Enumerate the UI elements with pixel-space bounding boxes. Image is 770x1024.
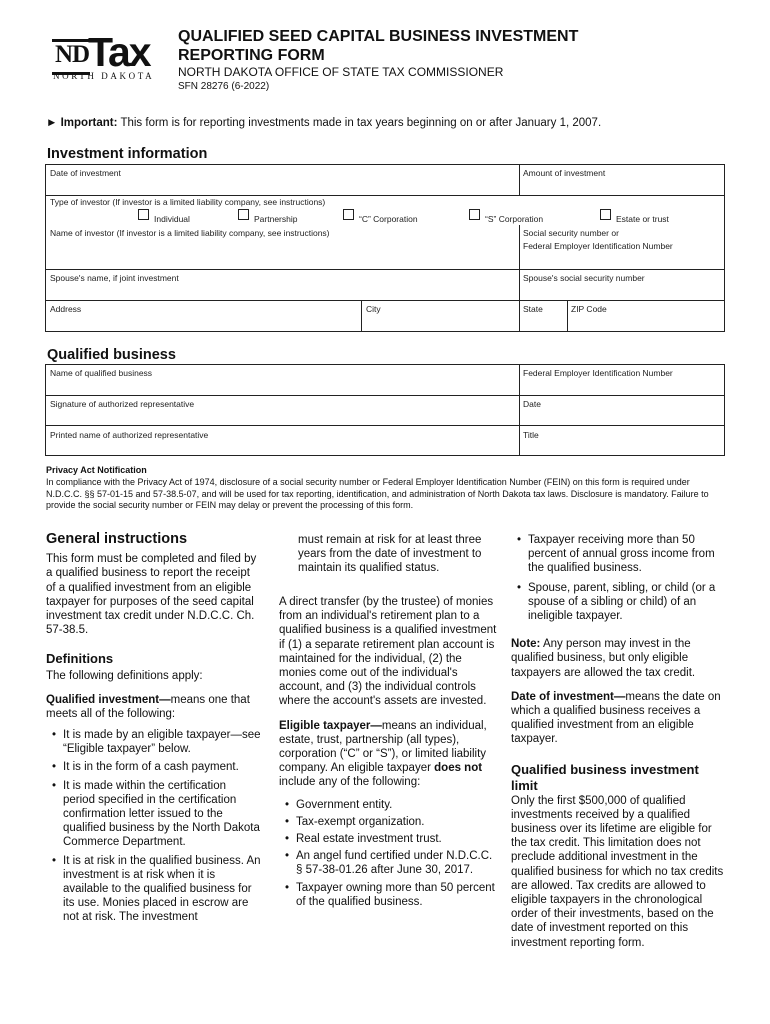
nd-tax-logo (52, 29, 155, 82)
qualified-investment-definition (46, 693, 261, 721)
list-item: • It is made within the certification period specified in the certification confirmation letter issued to the qualified business by the North Dakota Commerce Department. (46, 779, 261, 850)
fein-label: Federal Employer Identification Number (523, 368, 673, 378)
c-corporation-option-label: “C” Corporation (359, 214, 418, 224)
signature-date-label: Date (523, 399, 541, 409)
col-divider (361, 300, 362, 331)
office-name: NORTH DAKOTA OFFICE OF STATE TAX COMMISSIONER (178, 65, 504, 79)
spouse-ssn-label: Spouse's social security number (523, 273, 645, 283)
signature-label: Signature of authorized representative (50, 399, 195, 409)
list-item: • Tax-exempt organization. (279, 815, 499, 829)
definitions-title: Definitions (46, 651, 114, 667)
zip-code-label: ZIP Code (571, 304, 607, 314)
type-of-investor-label: Type of investor (If investor is a limited liability company, see instructions) (50, 197, 326, 207)
logo-state-text: NORTH DAKOTA (53, 71, 155, 81)
general-instructions-title: General instructions (46, 531, 188, 547)
row-divider (46, 425, 724, 426)
important-text: This form is for reporting investments made in tax years beginning on or after January 1, 2007. (120, 117, 602, 129)
eligible-taxpayer-definition (279, 719, 499, 790)
qualified-investment-term: Qualified investment— (46, 693, 171, 706)
col-divider (519, 165, 520, 195)
city-label: City (366, 304, 381, 314)
important-label: Important: (60, 117, 118, 129)
spouse-name-label: Spouse's name, if joint investment (50, 273, 179, 283)
eligible-taxpayer-term: Eligible taxpayer— (279, 719, 382, 732)
estate-or-trust-option-label: Estate or trust (616, 214, 669, 224)
continuation-text: must remain at risk for at least three years from the date of investment to maintain its qualified status. (298, 534, 482, 575)
does-not-emphasis: does not (434, 762, 483, 775)
qualified-investment-text: means one that meets all of the following: (46, 693, 250, 720)
row-divider (46, 395, 724, 396)
form-title (178, 27, 658, 65)
col-divider (567, 300, 568, 331)
investor-ssn-label-line2: Federal Employer Identification Number (523, 241, 673, 251)
qualified-business-table (45, 364, 725, 456)
date-of-investment-text: means the date on which a qualified business receives a qualified investment from an eligible taxpayer. (511, 690, 721, 746)
instructions-column-3 (511, 533, 726, 950)
investor-name-label: Name of investor (If investor is a limited liability company, see instructions) (50, 228, 330, 238)
list-item: • Real estate investment trust. (279, 832, 499, 846)
investment-limit-text: Only the first $500,000 of qualified investments received by a qualified business over its lifetime are eligible for the tax credit. This limitation does not preclude additional investment in the qualified business for which no tax credits are allowed. Tax credits are allowed to eligible taxpayers in the chronological order of their investments, based on the date of investment reported on this investment reporting form. (511, 794, 724, 949)
row-divider (46, 195, 724, 196)
list-item: • It is in the form of a cash payment. (46, 760, 261, 774)
important-notice (46, 117, 601, 129)
s-corporation-option-label: “S” Corporation (485, 214, 544, 224)
list-item: • Taxpayer receiving more than 50 percent of annual gross income from the qualified business. (511, 533, 726, 576)
col-divider (519, 225, 520, 331)
note-term: Note: (511, 638, 541, 651)
privacy-heading: Privacy Act Notification (46, 465, 147, 475)
note-paragraph (511, 637, 726, 680)
date-of-investment-term: Date of investment— (511, 690, 626, 703)
instructions-column-2 (279, 533, 499, 909)
row-divider (46, 300, 724, 301)
estate-or-trust-checkbox[interactable] (600, 209, 611, 220)
note-text: Any person may invest in the qualified business, but only eligible taxpayers are allowed the tax credit. (511, 638, 696, 679)
date-of-investment-label: Date of investment (50, 168, 121, 178)
qualified-business-section-title: Qualified business (47, 347, 176, 363)
investment-continuation (298, 533, 498, 576)
qualified-business-name-label: Name of qualified business (50, 368, 153, 378)
list-item: • An angel fund certified under N.D.C.C. § 57-38-01.26 after June 30, 2017. (279, 849, 499, 877)
ineligible-taxpayer-list (279, 798, 499, 909)
investment-section-title: Investment information (47, 146, 208, 162)
s-corporation-checkbox[interactable] (469, 209, 480, 220)
c-corporation-checkbox[interactable] (343, 209, 354, 220)
form-number: SFN 28276 (6-2022) (178, 81, 270, 92)
eligible-taxpayer-text-end: include any of the following: (279, 776, 421, 789)
privacy-text: In compliance with the Privacy Act of 1974, disclosure of a social security number or Federal Employer Identification Number (FEIN) on this form is required under N.D.C.C. §§ 57-01-15 and 57-38.5-07, and will be used for tax reporting, identification, and administration of North Dakota tax laws. Disclosure is mandatory. Failure to provide the social security number or FEIN may delay or prevent the processing of this form. (46, 477, 709, 510)
form-title-line1: QUALIFIED SEED CAPITAL BUSINESS INVESTMENT (178, 28, 579, 45)
partnership-option-label: Partnership (254, 214, 298, 224)
date-of-investment-definition (511, 690, 726, 747)
instructions-column-1 (46, 532, 261, 925)
logo-nd-text: ND (55, 41, 90, 68)
list-item: • Spouse, parent, sibling, or child (or a spouse of a sibling or child) of an ineligible taxpayer. (511, 581, 726, 624)
investor-ssn-label-line1: Social security number or (523, 228, 619, 238)
printed-name-label: Printed name of authorized representative (50, 430, 209, 440)
list-item: • Government entity. (279, 798, 499, 812)
definitions-intro: The following definitions apply: (46, 670, 203, 683)
qualified-investment-list (46, 728, 261, 925)
direct-transfer-text: A direct transfer (by the trustee) of monies from an individual's retirement plan to a qualified business is a qualified investment if (1) a separate retirement plan account is maintained for the individual, (2) the monies come out of the individual's account, and (3) the individual controls where the account's assets are invested. (279, 596, 497, 708)
investment-info-table (45, 164, 725, 332)
instructions-intro: This form must be completed and filed by a qualified business to report the receipt of a qualified investment from an eligible taxpayer for purposes of the seed capital investment tax credit under N.D.C.C. Ch. 57-38.5. (46, 553, 257, 637)
list-item: • It is made by an eligible taxpayer—see “Eligible taxpayer” below. (46, 728, 261, 756)
address-label: Address (50, 304, 82, 314)
arrow-right-icon: ► (46, 117, 58, 129)
logo-tax-text: Tax (88, 29, 150, 75)
representative-title-label: Title (523, 430, 539, 440)
investment-limit-title: Qualified business investment limit (511, 761, 699, 793)
form-title-line2: REPORTING FORM (178, 47, 325, 64)
row-divider (46, 269, 724, 270)
individual-checkbox[interactable] (138, 209, 149, 220)
col-divider (519, 365, 520, 455)
individual-option-label: Individual (154, 214, 190, 224)
list-item: • Taxpayer owning more than 50 percent of the qualified business. (279, 881, 499, 909)
state-label: State (523, 304, 543, 314)
amount-of-investment-label: Amount of investment (523, 168, 606, 178)
list-item: • It is at risk in the qualified business. An investment is at risk when it is available to the qualified business for its use. Monies placed in escrow are not at risk. The investment (46, 854, 261, 925)
partnership-checkbox[interactable] (238, 209, 249, 220)
eligible-taxpayer-text: means an individual, estate, trust, partnership (all types), corporation (“C” or “S”), or limited liability company. An eligible taxpayer (279, 719, 487, 775)
ineligible-taxpayer-list-continued (511, 533, 726, 623)
